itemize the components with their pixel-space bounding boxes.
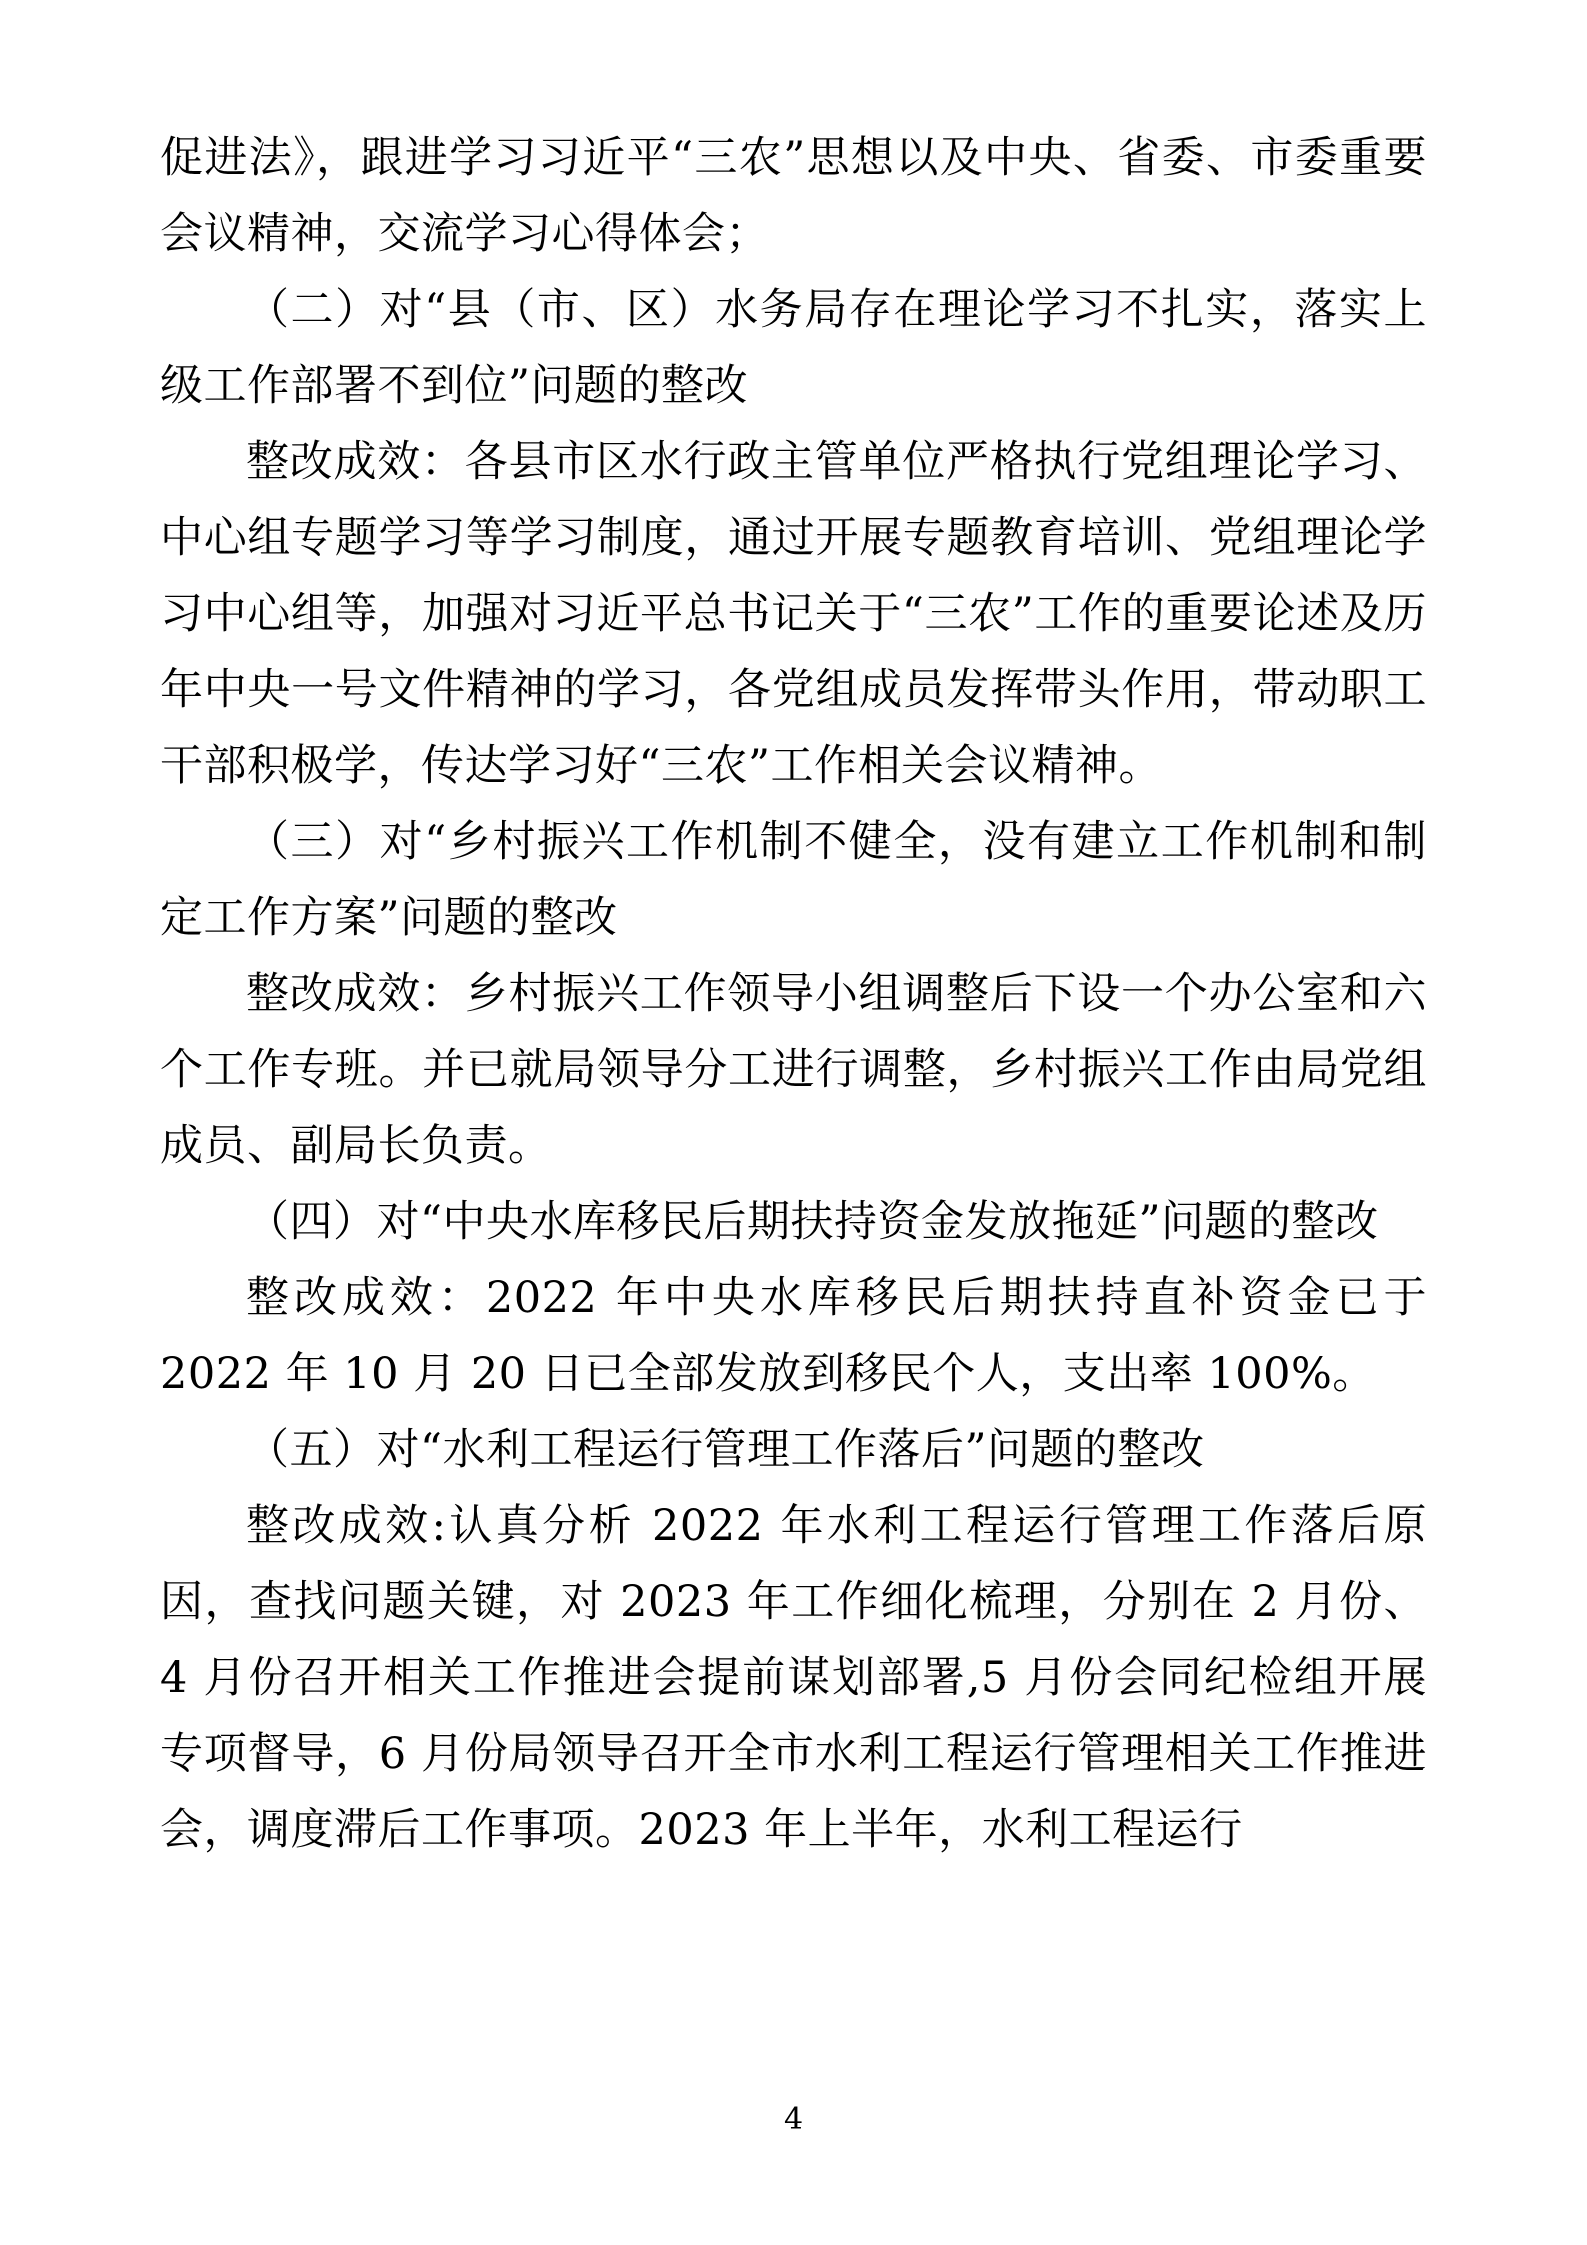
paragraph-2-section-two-heading: （二）对“县（市、区）水务局存在理论学习不扎实，落实上级工作部署不到位”问题的整改	[160, 285, 1427, 411]
paragraph-4-section-three-heading: （三）对“乡村振兴工作机制不健全，没有建立工作机制和制定工作方案”问题的整改	[160, 817, 1427, 943]
paragraph-3-section-two-result: 整改成效：各县市区水行政主管单位严格执行党组理论学习、中心组专题学习等学习制度，通过开展专题教育培训、党组理论学习中心组等，加强对习近平总书记关于“三农”工作的重要论述及历年中央一号文件精神的学习，各党组成员发挥带头作用，带动职工干部积极学，传达学习好“三农”工作相关会议精神。	[160, 437, 1427, 791]
paragraph-7-section-four-result: 整改成效：2022 年中央水库移民后期扶持直补资金已于 2022 年 10 月 20 日已全部发放到移民个人，支出率 100%。	[160, 1273, 1427, 1399]
paragraph-9-section-five-result: 整改成效:认真分析 2022 年水利工程运行管理工作落后原因，查找问题关键，对 2023 年工作细化梳理，分别在 2 月份、4 月份召开相关工作推进会提前谋划部署,5 月份会同纪检组开展专项督导，6 月份局领导召开全市水利工程运行管理相关工作推进会，调度滞后工作事项。2023 年上半年，水利工程运行	[160, 1501, 1427, 1855]
page-number: 4	[783, 2102, 804, 2137]
paragraph-5-section-three-result: 整改成效：乡村振兴工作领导小组调整后下设一个办公室和六个工作专班。并已就局领导分工进行调整，乡村振兴工作由局党组成员、副局长负责。	[160, 969, 1427, 1171]
paragraph-1: 促进法》，跟进学习习近平“三农”思想以及中央、省委、市委重要会议精神，交流学习心得体会；	[160, 133, 1427, 259]
document-body	[160, 120, 1427, 1868]
paragraph-8-section-five-heading: （五）对“水利工程运行管理工作落后”问题的整改	[246, 1425, 1205, 1475]
paragraph-6-section-four-heading: （四）对“中央水库移民后期扶持资金发放拖延”问题的整改	[246, 1197, 1379, 1247]
